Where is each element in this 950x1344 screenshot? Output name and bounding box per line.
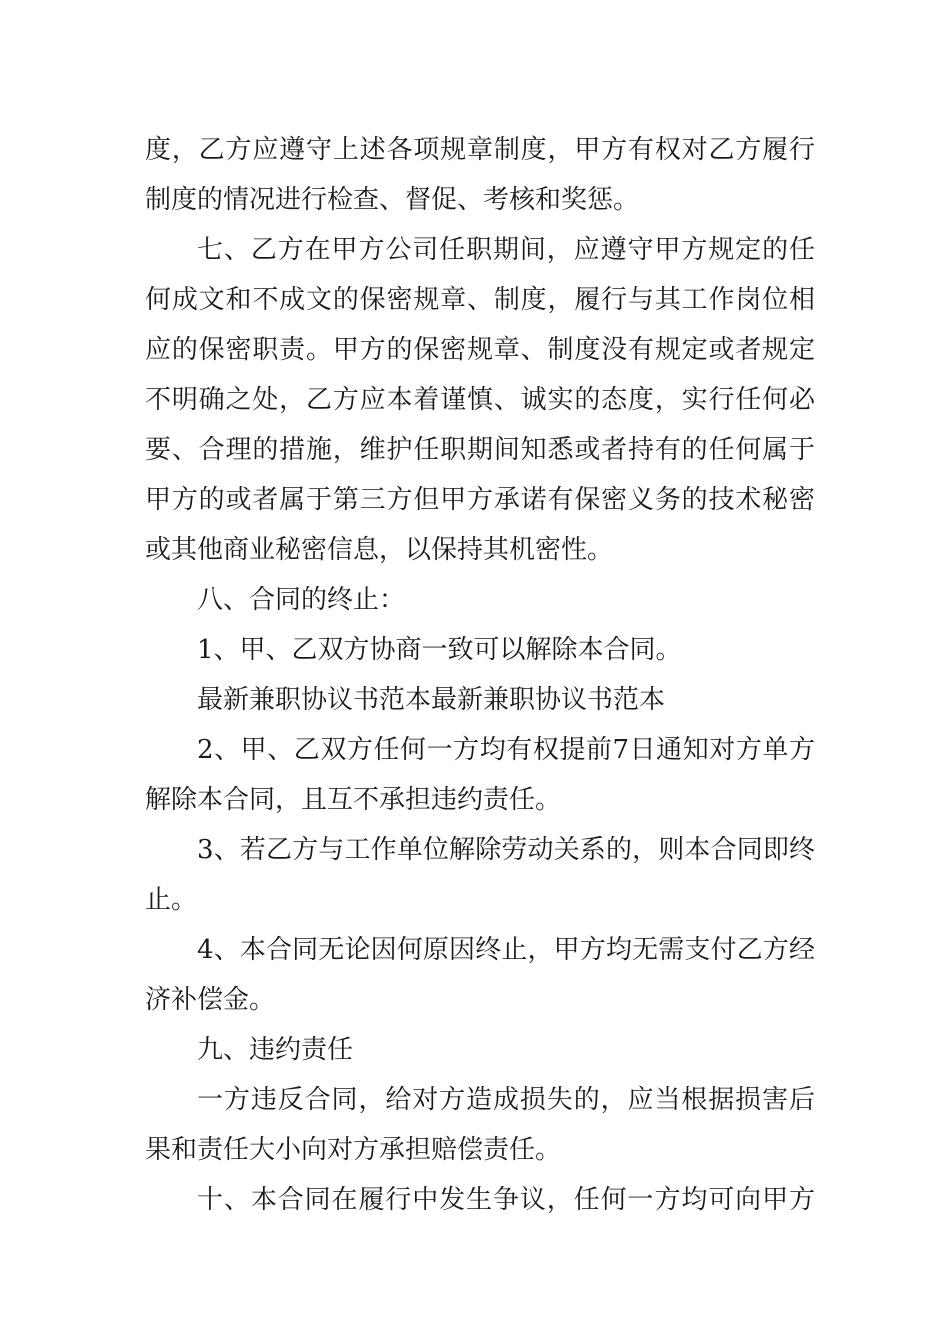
section-heading: 九、违约责任 bbox=[197, 1035, 354, 1065]
text-line: 一方违反合同，给对方造成损失的，应当根据损害后 bbox=[197, 1085, 815, 1115]
text-line: 济补偿金。 bbox=[145, 985, 276, 1015]
text-line: 或其他商业秘密信息，以保持其机密性。 bbox=[145, 535, 614, 565]
text-line: 十、本合同在履行中发生争议，任何一方均可向甲方 bbox=[197, 1185, 815, 1215]
text-line: 应的保密职责。甲方的保密规章、制度没有规定或者规定 bbox=[145, 335, 815, 365]
text-line: 要、合理的措施，维护任职期间知悉或者持有的任何属于 bbox=[145, 435, 815, 465]
text-line: 4、本合同无论因何原因终止，甲方均无需支付乙方经 bbox=[197, 935, 815, 965]
text-line: 不明确之处，乙方应本着谨慎、诚实的态度，实行任何必 bbox=[145, 385, 815, 415]
text-line: 制度的情况进行检查、督促、考核和奖惩。 bbox=[145, 185, 640, 215]
text-line: 何成文和不成文的保密规章、制度，履行与其工作岗位相 bbox=[145, 285, 815, 315]
text-line: 3、若乙方与工作单位解除劳动关系的，则本合同即终 bbox=[197, 835, 815, 865]
text-line: 度，乙方应遵守上述各项规章制度，甲方有权对乙方履行 bbox=[145, 135, 815, 165]
section-heading: 八、合同的终止： bbox=[197, 585, 406, 615]
text-line: 解除本合同，且互不承担违约责任。 bbox=[145, 785, 562, 815]
text-line: 最新兼职协议书范本最新兼职协议书范本 bbox=[197, 685, 666, 715]
text-line: 1、甲、乙双方协商一致可以解除本合同。 bbox=[197, 635, 682, 665]
text-line: 七、乙方在甲方公司任职期间，应遵守甲方规定的任 bbox=[197, 235, 815, 265]
text-line: 2、甲、乙双方任何一方均有权提前7日通知对方单方 bbox=[197, 735, 815, 765]
text-line: 止。 bbox=[145, 885, 198, 915]
text-line: 甲方的或者属于第三方但甲方承诺有保密义务的技术秘密 bbox=[145, 485, 815, 515]
text-line: 果和责任大小向对方承担赔偿责任。 bbox=[145, 1135, 562, 1165]
